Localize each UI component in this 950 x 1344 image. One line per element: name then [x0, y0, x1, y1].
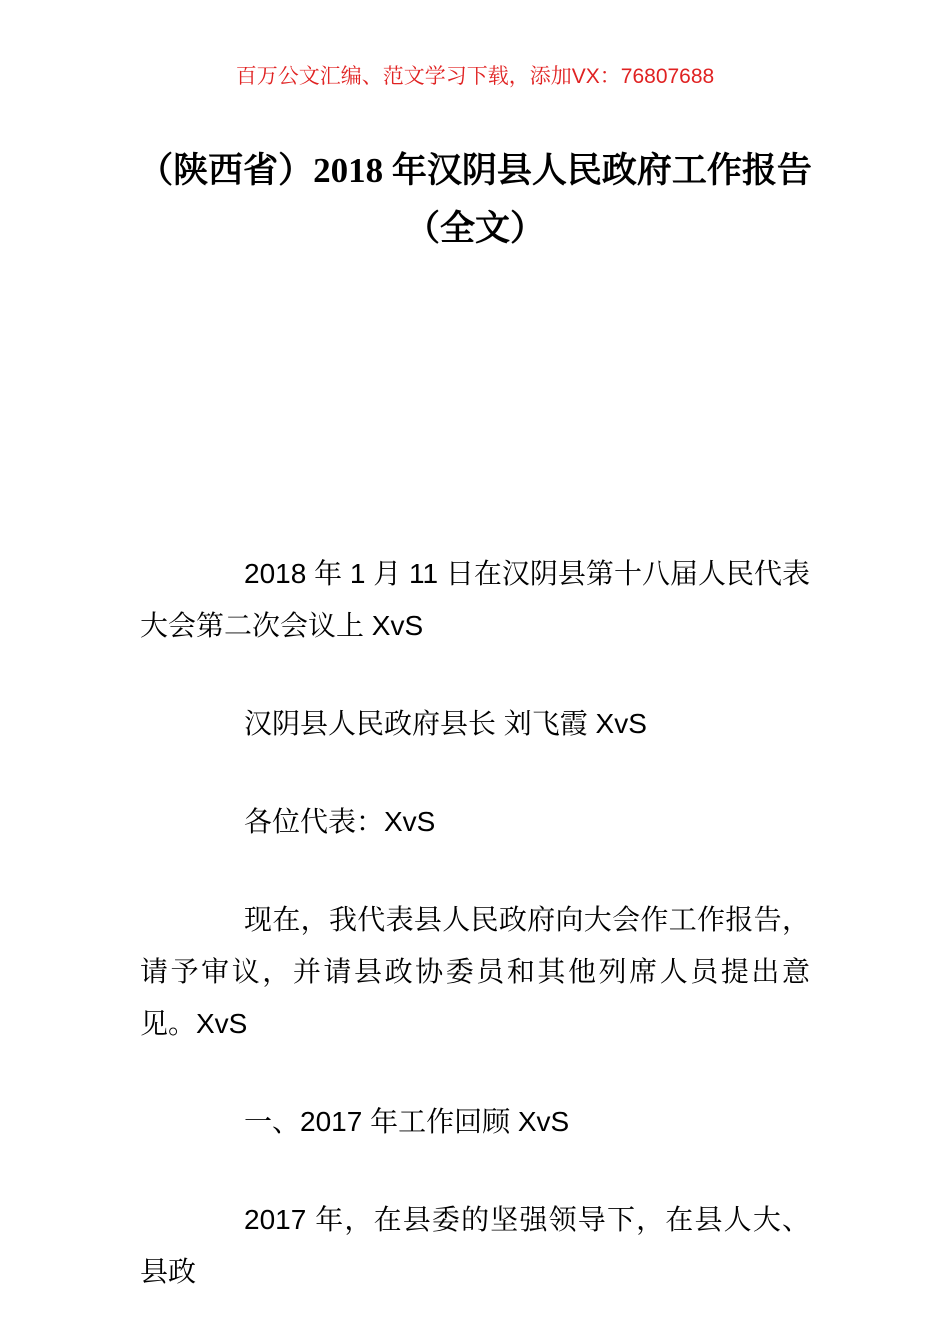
paragraph-body-start: 2017 年，在县委的坚强领导下，在县人大、县政 — [140, 1204, 810, 1287]
paragraph-section-heading: 一、2017 年工作回顾 XvS — [244, 1106, 570, 1137]
document-body — [140, 548, 810, 1298]
paragraph-speaker-line: 汉阴县人民政府县长 刘飞霞 XvS — [244, 708, 647, 739]
paragraph-salutation: 各位代表：XvS — [244, 806, 436, 837]
paragraph-meeting-line: 2018 年 1 月 11 日在汉阴县第十八届人民代表大会第二次会议上 XvS — [140, 558, 810, 641]
paragraph-intro: 现在，我代表县人民政府向大会作工作报告，请予审议，并请县政协委员和其他列席人员提出意见。XvS — [140, 904, 810, 1039]
promo-banner: 百万公文汇编、范文学习下载，添加VX：76807688 — [235, 65, 715, 88]
document-title: （陕西省）2018 年汉阴县人民政府工作报告（全文） — [138, 151, 812, 248]
